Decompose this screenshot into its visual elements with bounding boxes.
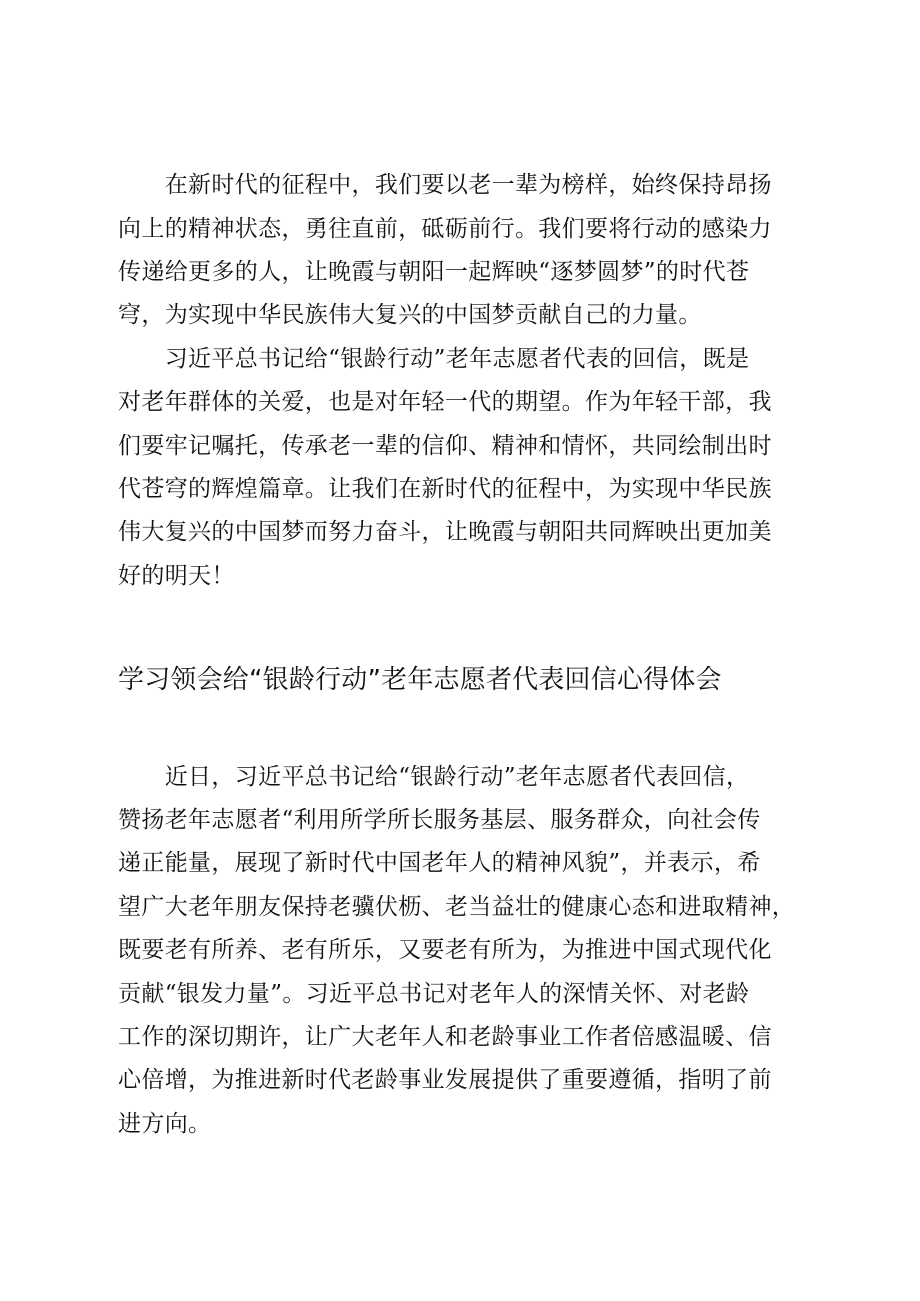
paragraph-line: 代苍穹的辉煌篇章。让我们在新时代的征程中，为实现中华民族 (118, 476, 772, 502)
section-title: 学习领会给“银龄行动”老年志愿者代表回信心得体会 (118, 665, 722, 695)
paragraph-line: 既要老有所养、老有所乐，又要老有所为，为推进中国式现代化 (118, 937, 772, 963)
paragraph-line: 穹，为实现中华民族伟大复兴的中国梦贡献自己的力量。 (118, 302, 702, 328)
paragraph-line: 进方向。 (118, 1111, 212, 1137)
paragraph-line: 望广大老年朋友保持老骥伏枥、老当益壮的健康心态和进取精神， (118, 894, 796, 920)
paragraph-line: 向上的精神状态，勇往直前，砥砺前行。我们要将行动的感染力 (118, 216, 772, 242)
paragraph-line: 工作的深切期许，让广大老年人和老龄事业工作者倍感温暖、信 (118, 1024, 772, 1050)
paragraph-line: 在新时代的征程中，我们要以老一辈为榜样，始终保持昂扬 (118, 172, 772, 198)
paragraph-line: 心倍增，为推进新时代老龄事业发展提供了重要遵循，指明了前 (118, 1067, 772, 1093)
paragraph-line: 传递给更多的人，让晚霞与朝阳一起辉映“逐梦圆梦”的时代苍 (118, 259, 750, 285)
paragraph-line: 近日，习近平总书记给“银龄行动”老年志愿者代表回信， (118, 764, 750, 790)
paragraph-line: 习近平总书记给“银龄行动”老年志愿者代表的回信，既是 (118, 346, 750, 372)
paragraph-line: 贡献“银发力量”。习近平总书记对老年人的深情关怀、对老龄 (118, 981, 750, 1007)
paragraph-line: 对老年群体的关爱，也是对年轻一代的期望。作为年轻干部，我 (118, 389, 772, 415)
paragraph-line: 递正能量，展现了新时代中国老年人的精神风貌”，并表示，希 (118, 850, 761, 876)
paragraph-line: 伟大复兴的中国梦而努力奋斗，让晚霞与朝阳共同辉映出更加美 (118, 519, 772, 545)
paragraph-line: 们要牢记嘱托，传承老一辈的信仰、精神和情怀，共同绘制出时 (118, 433, 772, 459)
paragraph-line: 好的明天！ (118, 563, 235, 589)
paragraph-line: 赞扬老年志愿者“利用所学所长服务基层、服务群众，向社会传 (118, 807, 761, 833)
